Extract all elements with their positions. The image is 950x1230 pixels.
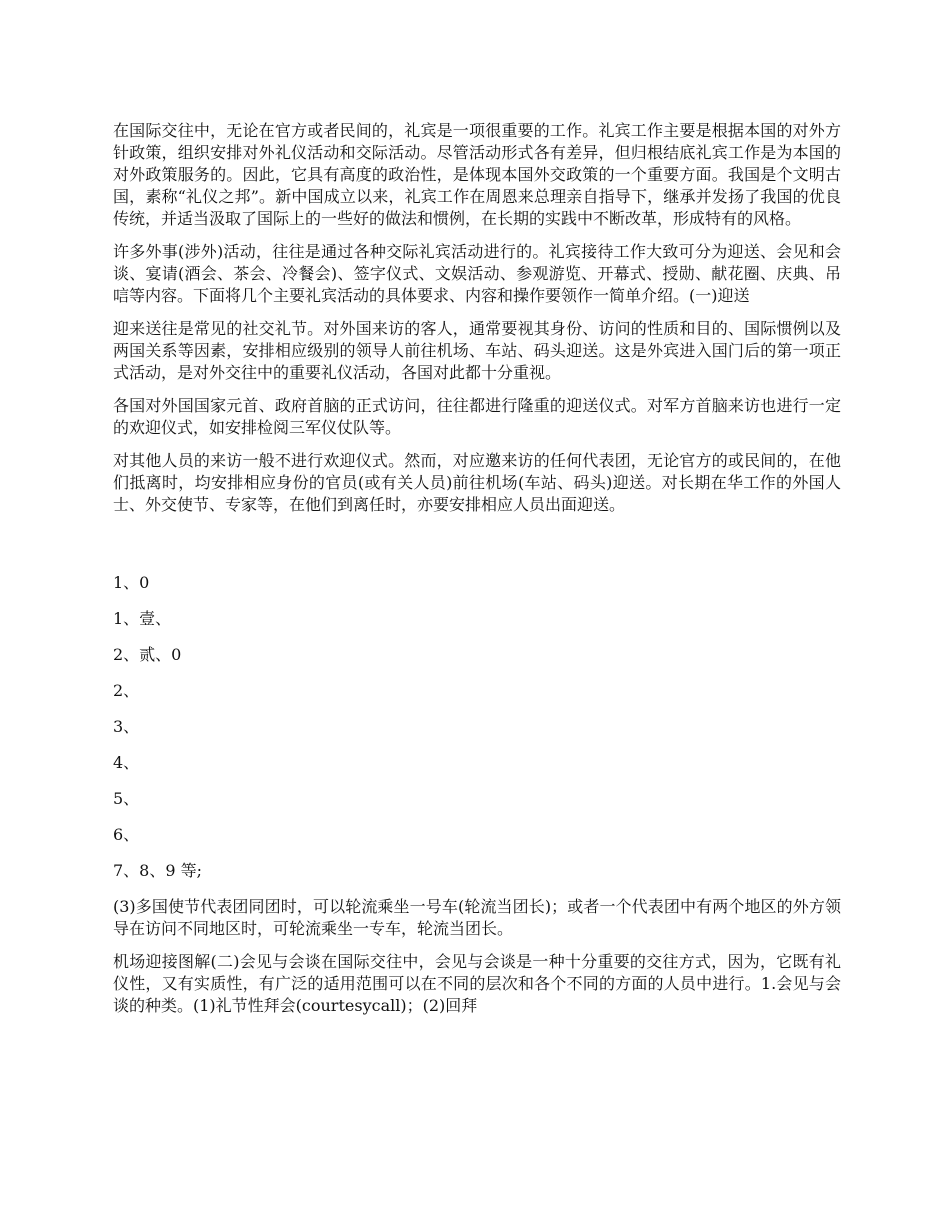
paragraph-greeting: 迎来送往是常见的社交礼节。对外国来访的客人，通常要视其身份、访问的性质和目的、国际惯例以及两国关系等因素，安排相应级别的领导人前往机场、车站、码头迎送。这是外宾进入国门后的第一项正式活动，是对外交往中的重要礼仪活动，各国对此都十分重视。 — [113, 319, 841, 382]
section-spacer — [113, 527, 841, 572]
list-item: 2、贰、0 — [113, 645, 182, 664]
paragraph-intro: 在国际交往中，无论在官方或者民间的，礼宾是一项很重要的工作。礼宾工作主要是根据本国的对外方针政策，组织安排对外礼仪活动和交际活动。尽管活动形式各有差异，但归根结底礼宾工作是为本国的对外政策服务的。因此，它具有高度的政治性，是体现本国外交政策的一个重要方面。我国是个文明古国，素称“礼仪之邦”。新中国成立以来，礼宾工作在周恩来总理亲自指导下，继承并发扬了我国的优良传统，并适当汲取了国际上的一些好的做法和惯例，在长期的实践中不断改革，形成特有的风格。 — [113, 121, 841, 228]
list-item: 3、 — [113, 717, 140, 736]
paragraph-delegation-car: (3)多国使节代表团同团时，可以轮流乘坐一号车(轮流当团长)；或者一个代表团中有两个地区的外方领导在访问不同地区时，可轮流乘坐一专车，轮流当团长。 — [113, 897, 841, 938]
list-item: 5、 — [113, 789, 140, 808]
list-item: 2、 — [113, 681, 140, 700]
list-item: 1、壹、 — [113, 609, 172, 628]
paragraph-meetings: 机场迎接图解(二)会见与会谈在国际交往中，会见与会谈是一种十分重要的交往方式，因为，它既有礼仪性，又有实质性，有广泛的适用范围可以在不同的层次和各个不同的方面的人员中进行。1.会见与会谈的种类。(1)礼节性拜会(courtesycall)；(2)回拜 — [113, 952, 841, 1015]
numbered-list — [113, 572, 841, 882]
paragraph-activities: 许多外事(涉外)活动，往往是通过各种交际礼宾活动进行的。礼宾接待工作大致可分为迎送、会见和会谈、宴请(酒会、茶会、冷餐会)、签字仪式、文娱活动、参观游览、开幕式、授勋、献花圈、庆典、吊唁等内容。下面将几个主要礼宾活动的具体要求、内容和操作要领作一简单介绍。(一)迎送 — [113, 242, 841, 305]
list-item: 7、8、9 等; — [113, 861, 203, 880]
list-item: 4、 — [113, 753, 140, 772]
list-item: 1、0 — [113, 573, 150, 592]
paragraph-heads-of-state: 各国对外国国家元首、政府首脑的正式访问，往往都进行隆重的迎送仪式。对军方首脑来访也进行一定的欢迎仪式，如安排检阅三军仪仗队等。 — [113, 396, 841, 437]
list-item: 6、 — [113, 825, 140, 844]
document-page — [113, 120, 841, 1028]
paragraph-other-visitors: 对其他人员的来访一般不进行欢迎仪式。然而，对应邀来访的任何代表团，无论官方的或民间的，在他们抵离时，均安排相应身份的官员(或有关人员)前往机场(车站、码头)迎送。对长期在华工作的外国人士、外交使节、专家等，在他们到离任时，亦要安排相应人员出面迎送。 — [113, 451, 841, 514]
